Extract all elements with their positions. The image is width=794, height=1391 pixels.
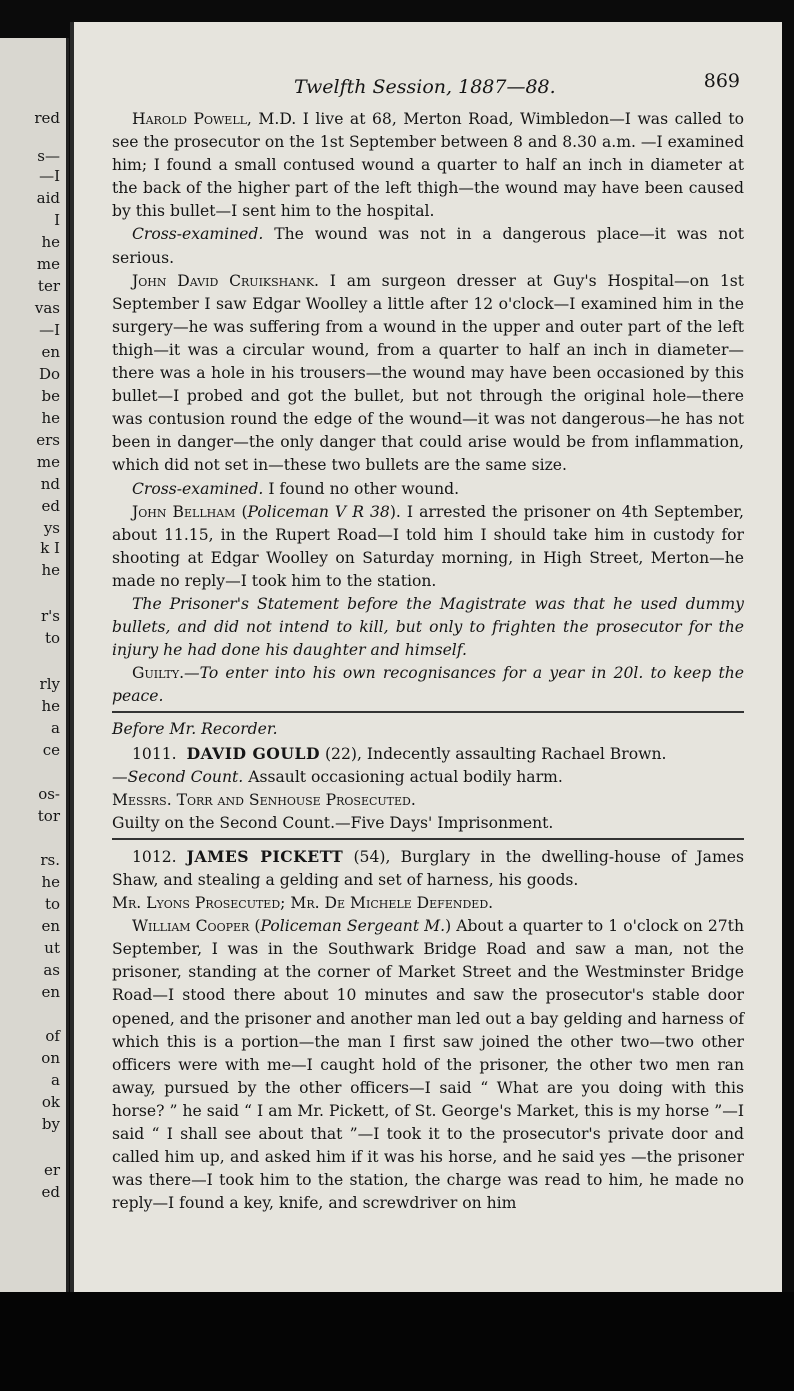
- left-page-fragment: on: [41, 1049, 60, 1067]
- left-page-fragment: nd: [40, 475, 60, 493]
- document-page: [70, 22, 782, 1292]
- left-page-fragment: tor: [37, 807, 60, 825]
- case-1012-counsel: Mr. Lyons Prosecuted; Mr. De Michele Defended.: [112, 894, 494, 913]
- testimony-cooper: William Cooper (Policeman Sergeant M.) About a quarter to 1 o'clock on 27th September, I was in the Southwark Bridge Road and saw a man, not the prisoner, standing at the corner of Market Street and the Westminster Bridge Road—I stood there about 10 minutes and saw the prosecutor's stable door opened, and the prisoner and another man led out a bay gelding and harness of which this is a portion—the man I first saw joined the other two—two other officers were with me—I caught hold of the prisoner, the other two men ran away, pursued by the other officers—I said “ What are you doing with this horse? ” he said “ I am Mr. Pickett, of St. George's Market, this is my horse ”—I said “ I shall see about that ”—I took it to the prosecutor's private door and called him up, and asked him if it was his horse, and he said yes —the prisoner was there—I took him to the station, the charge was read to him, he made no reply—I found a key, knife, and screwdriver on him: [112, 917, 744, 1213]
- left-page-fragment: —I: [39, 321, 60, 339]
- left-page-fragment: he: [41, 873, 60, 891]
- scan-bottom-edge: [0, 1292, 794, 1391]
- defendant-name: JAMES PICKETT: [186, 846, 344, 866]
- left-page-fragment: —I: [39, 167, 60, 185]
- verdict-label: Guilty.: [132, 664, 185, 683]
- left-page-fragment: red: [34, 109, 60, 127]
- left-page-fragment: ut: [44, 939, 60, 957]
- left-page-fragment: k I: [40, 539, 60, 557]
- witness-name: William Cooper: [132, 917, 250, 936]
- cross-examination-1: Cross-examined. The wound was not in a dangerous place—it was not serious.: [112, 225, 744, 267]
- witness-role: Policeman Sergeant M.: [260, 917, 446, 936]
- left-page-fragment: a: [51, 719, 60, 737]
- left-page-fragment: as: [43, 961, 60, 979]
- running-head: Twelfth Session, 1887—88.: [294, 76, 556, 98]
- left-page-fragment: ys: [43, 519, 60, 537]
- left-page-fragment: be: [41, 387, 60, 405]
- left-page-fragment: ed: [41, 1183, 60, 1201]
- defendant-name: DAVID GOULD: [186, 743, 320, 763]
- case-1011-counsel: Messrs. Torr and Senhouse Prosecuted.: [112, 790, 416, 809]
- case-1012: 1012. JAMES PICKETT (54), Burglary in the dwelling-house of James Shaw, and stealing a gelding and set of harness, his goods.: [112, 846, 744, 889]
- page-number: 869: [703, 70, 740, 92]
- left-page-fragment: s—: [37, 147, 60, 165]
- case-number: 1012.: [132, 847, 177, 866]
- left-page-fragment: ok: [41, 1093, 60, 1111]
- case-number: 1011.: [132, 744, 177, 763]
- left-page-fragment: ers: [36, 431, 60, 449]
- cross-label: Cross-examined.: [132, 479, 264, 498]
- left-page-fragment: er: [43, 1161, 60, 1179]
- left-page-fragment: by: [41, 1115, 60, 1133]
- prisoner-statement: The Prisoner's Statement before the Magistrate was that he used dummy bullets, and did not intend to kill, but only to frighten the prosecutor for the injury he had done his daughter and himself.: [112, 594, 744, 660]
- left-page-fragment: r's: [41, 607, 60, 625]
- left-page-fragment: rs.: [40, 851, 60, 869]
- left-page-fragment: Do: [38, 365, 60, 383]
- verdict-1: Guilty.—To enter into his own recognisances for a year in 20l. to keep the peace.: [112, 664, 744, 706]
- case-1011-verdict: Guilty on the Second Count.—Five Days' Imprisonment.: [112, 813, 554, 832]
- left-page-fragment: he: [41, 409, 60, 427]
- testimony-cruikshank: John David Cruikshank. I am surgeon dresser at Guy's Hospital—on 1st September I saw Edgar Woolley a little after 12 o'clock—I examined him in the surgery—he was suffering from a wound in the upper and outer part of the left thigh—it was a circular wound, from a quarter to half an inch in diameter—there was a hole in his trousers—the wound may have been occasioned by this bullet—I probed and got the bullet, but not through the original hole—there was contusion round the edge of the wound—it was not dangerous—he has not been in danger—the only danger that could arise would be from inflammation, which did not set in—these two bullets are the same size.: [112, 271, 745, 475]
- section-rule-2: [112, 838, 744, 840]
- page-header: [74, 70, 782, 100]
- left-page-fragment: me: [36, 453, 60, 471]
- left-page-fragment: to: [44, 629, 60, 647]
- before-recorder: Before Mr. Recorder.: [112, 720, 278, 739]
- left-page-fragment: of: [45, 1027, 60, 1045]
- left-page-fragment: rly: [39, 675, 60, 693]
- page-body: [112, 108, 744, 1215]
- left-page-fragment: en: [41, 917, 60, 935]
- left-page-fragment: os-: [38, 785, 60, 803]
- left-page-edge: [0, 38, 69, 1300]
- left-page-fragment: he: [41, 697, 60, 715]
- left-page-fragment: vas: [34, 299, 60, 317]
- section-rule-1: [112, 711, 744, 713]
- left-page-fragment: ce: [42, 741, 60, 759]
- left-page-fragment: ter: [37, 277, 60, 295]
- witness-name: John David Cruikshank.: [132, 271, 320, 290]
- left-page-fragment: a: [51, 1071, 60, 1089]
- witness-name: Harold Powell, M.D.: [132, 110, 297, 128]
- left-page-fragment: me: [36, 255, 60, 273]
- left-page-fragment: en: [41, 983, 60, 1001]
- left-page-fragment: he: [41, 561, 60, 579]
- witness-role: Policeman V R 38: [247, 502, 390, 521]
- left-page-fragment: he: [41, 233, 60, 251]
- left-page-fragment: to: [44, 895, 60, 913]
- left-page-fragment: ed: [41, 497, 60, 515]
- left-page-fragment: I: [54, 211, 60, 229]
- witness-name: John Bellham: [132, 502, 236, 521]
- testimony-powell: Harold Powell, M.D. I live at 68, Merton Road, Wimbledon—I was called to see the prosecutor on the 1st September between 8 and 8.30 a.m. —I examined him; I found a small contused wound a quarter to half an inch in diameter at the back of the higher part of the left thigh—the wound may have been caused by this bullet—I sent him to the hospital.: [112, 110, 744, 221]
- left-page-fragment: aid: [36, 189, 60, 207]
- cross-label: Cross-examined.: [132, 225, 264, 244]
- left-page-fragment: en: [41, 343, 60, 361]
- case-1011: 1011. DAVID GOULD (22), Indecently assaulting Rachael Brown.: [132, 743, 667, 763]
- testimony-bellham: John Bellham (Policeman V R 38). I arrested the prisoner on 4th September, about 11.15, in the Rupert Road—I told him I should take him in custody for shooting at Edgar Woolley on Saturday morning, in High Street, Merton—he made no reply—I took him to the station.: [112, 502, 744, 590]
- cross-examination-2: Cross-examined. I found no other wound.: [132, 479, 460, 498]
- case-1011-count: —Second Count. Assault occasioning actual bodily harm.: [112, 767, 563, 786]
